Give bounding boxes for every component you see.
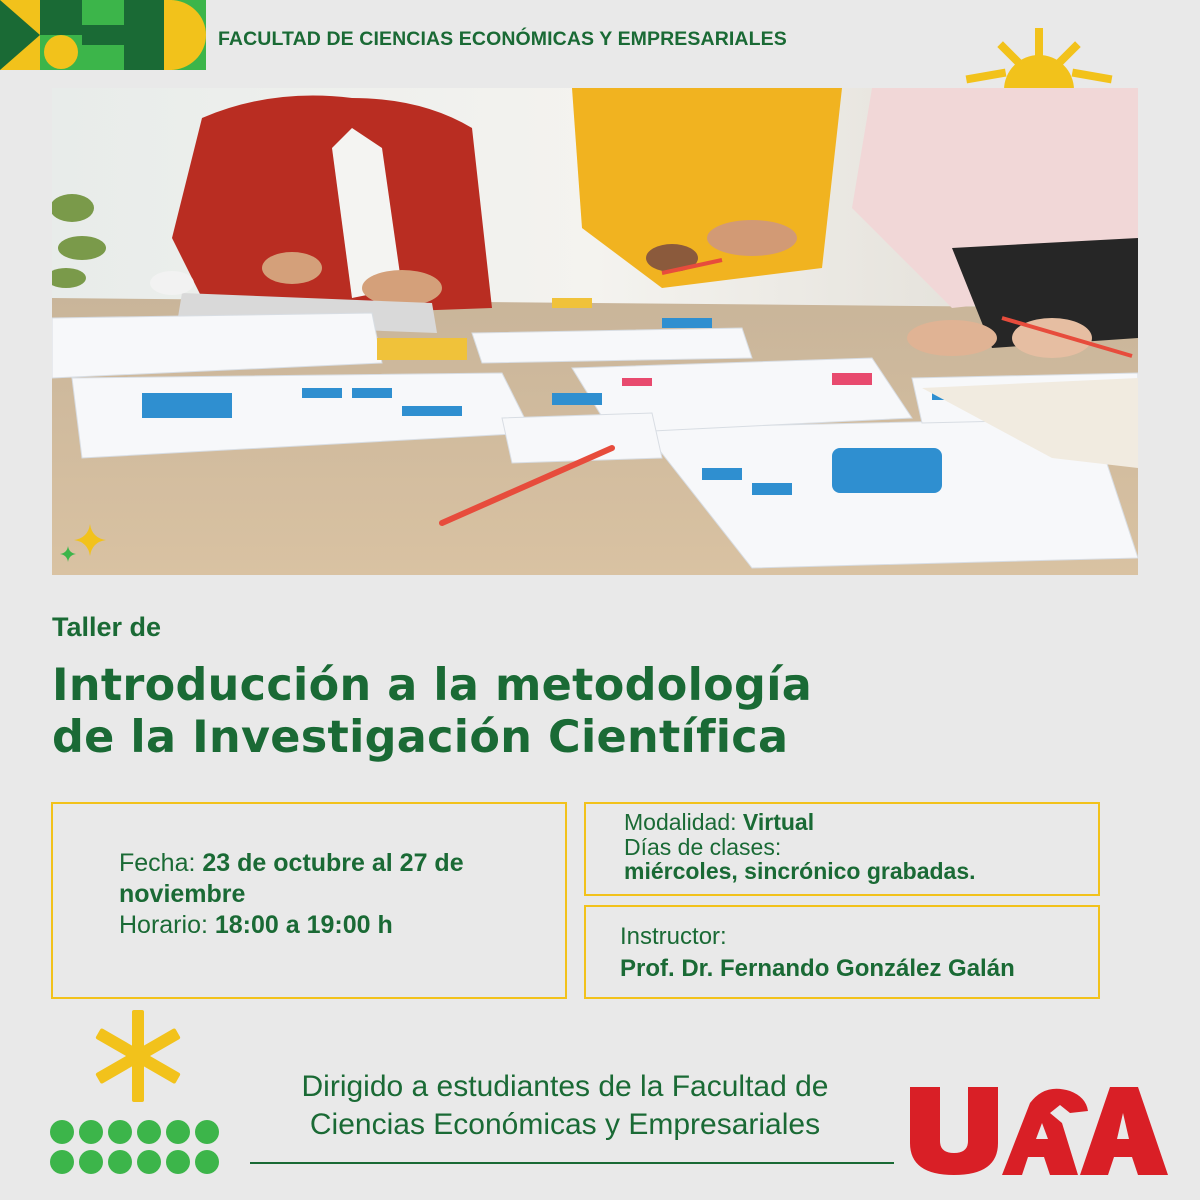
event-title-line1: Introducción a la metodología [52, 660, 813, 711]
days-value: miércoles, sincrónico grabadas. [624, 858, 976, 884]
asterisk-icon [90, 1010, 186, 1102]
hero-photo [52, 88, 1138, 575]
faculty-logo-blocks [0, 0, 206, 70]
audience-line1: Dirigido a estudiantes de la Facultad de [301, 1070, 829, 1103]
date-time-box [51, 802, 567, 999]
time-label: Horario: [119, 911, 208, 939]
instructor-label: Instructor: [620, 923, 727, 950]
divider-line [250, 1162, 894, 1164]
uaa-eagle-logo [910, 1083, 1168, 1177]
audience-text [240, 1068, 890, 1144]
event-title-line2: de la Investigación Científica [52, 712, 789, 763]
sun-icon [964, 28, 1114, 90]
days-label: Días de clases: [624, 833, 782, 860]
sparkle-icon [56, 520, 116, 570]
modality-box [584, 802, 1100, 896]
instructor-box [584, 905, 1100, 999]
time-value: 18:00 a 19:00 h [214, 911, 393, 939]
instructor-value: Prof. Dr. Fernando González Galán [620, 955, 1015, 982]
event-title [52, 660, 1152, 764]
faculty-name: FACULTAD DE CIENCIAS ECONÓMICAS Y EMPRESARIALES [218, 28, 787, 50]
audience-line2: Ciencias Económicas y Empresariales [309, 1108, 821, 1141]
date-label: Fecha: [119, 849, 196, 877]
event-pre-title: Taller de [52, 612, 162, 642]
date-value: 23 de octubre al 27 de noviembre [119, 849, 464, 908]
modality-value: Virtual [742, 809, 815, 835]
modality-label: Modalidad: [624, 809, 737, 835]
dots-decoration [48, 1118, 238, 1178]
